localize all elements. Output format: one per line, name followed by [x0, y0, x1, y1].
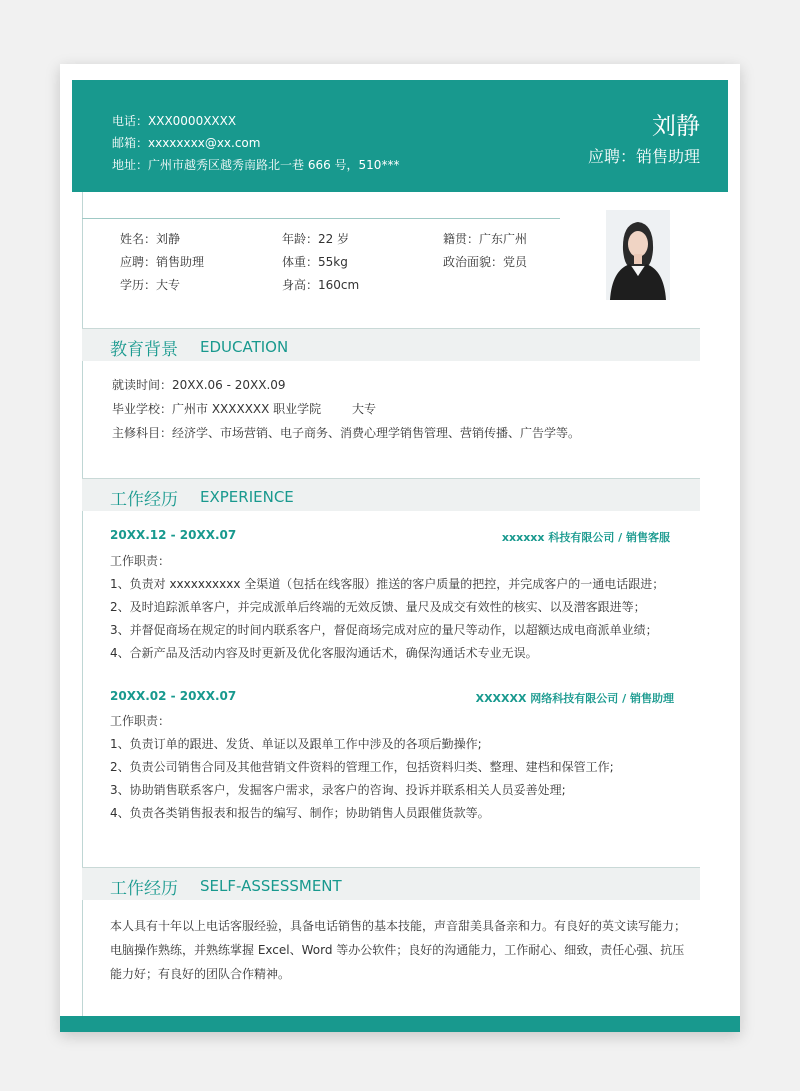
info-apply: 应聘：销售助理	[120, 255, 205, 269]
apply-position: 应聘：销售助理	[587, 147, 700, 166]
assessment-title-en: SELF-ASSESSMENT	[200, 877, 342, 895]
info-name: 姓名：刘静	[120, 232, 181, 246]
info-hometown: 籍贯：广东广州	[443, 232, 528, 246]
job2-duty: 4、负责各类销售报表和报告的编写、制作；协助销售人员跟催货款等。	[110, 806, 490, 820]
info-political: 政治面貌：党员	[443, 255, 528, 269]
job1-duty: 1、负责对 xxxxxxxxxx 全渠道（包括在线客服）推送的客户质量的把控，并完成客户的一通电话跟进；	[110, 577, 665, 591]
address-text: 地址：广州市越秀区越秀南路北一巷 666 号，510***	[112, 158, 400, 172]
job2-company: XXXXXX 网络科技有限公司 / 销售助理	[475, 692, 674, 705]
profile-photo-graphic	[606, 210, 670, 300]
footer-bar	[60, 1016, 740, 1032]
info-education: 学历：大专	[120, 278, 181, 292]
job2-duty: 2、负责公司销售合同及其他营销文件资料的管理工作，包括资料归类、整理、建档和保管工作;	[110, 760, 614, 774]
education-title-cn: 教育背景	[110, 340, 178, 360]
education-courses: 主修科目：经济学、市场营销、电子商务、消费心理学销售管理、营销传播、广告学等。	[112, 426, 581, 440]
info-height: 身高：160cm	[282, 278, 360, 292]
job1-company: xxxxxx 科技有限公司 / 销售客服	[501, 531, 670, 544]
education-time: 就读时间：20XX.06 - 20XX.09	[112, 378, 286, 392]
job1-duty-title: 工作职责：	[110, 554, 171, 568]
job2-duty: 3、协助销售联系客户，发掘客户需求，录客户的咨询、投诉并联系相关人员妥善处理;	[110, 783, 566, 797]
education-heading	[82, 328, 700, 361]
contact-block	[112, 110, 399, 176]
header-banner	[72, 80, 728, 192]
assessment-line: 本人具有十年以上电话客服经验，具备电话销售的基本技能，声音甜美具备亲和力。有良好的英文读写能力；	[110, 919, 687, 933]
job2-duty-title: 工作职责：	[110, 714, 171, 728]
assessment-line: 电脑操作熟练，并熟练掌握 Excel、Word 等办公软件；良好的沟通能力，工作耐心、细致，责任心强、抗压	[110, 943, 685, 957]
experience-title-cn: 工作经历	[110, 490, 178, 510]
job2-date: 20XX.02 - 20XX.07	[110, 689, 237, 703]
email-text: 邮箱：xxxxxxxx@xx.com	[112, 136, 261, 150]
job2-duty: 1、负责订单的跟进、发货、单证以及跟单工作中涉及的各项后勤操作;	[110, 737, 482, 751]
info-divider	[82, 218, 560, 219]
job1-duty: 3、并督促商场在规定的时间内联系客户，督促商场完成对应的量尺等动作，以超额达成电商派单业绩；	[110, 623, 658, 637]
assessment-line: 能力好；有良好的团队合作精神。	[110, 967, 291, 981]
job1-duty: 4、合新产品及活动内容及时更新及优化客服沟通话术，确保沟通话术专业无误。	[110, 646, 538, 660]
job1-duty: 2、及时追踪派单客户，并完成派单后终端的无效反馈、量尺及成交有效性的核实、以及潜客跟进等；	[110, 600, 646, 614]
info-weight: 体重：55kg	[282, 255, 348, 269]
resume-page	[60, 64, 740, 1032]
education-title-en: EDUCATION	[200, 338, 289, 356]
education-degree: 大专	[352, 402, 377, 416]
phone-text: 电话：XXX0000XXXX	[112, 114, 237, 128]
experience-title-en: EXPERIENCE	[200, 488, 294, 506]
assessment-title-cn: 工作经历	[110, 879, 178, 899]
assessment-heading	[82, 867, 700, 900]
experience-heading	[82, 478, 700, 511]
candidate-name: 刘静	[652, 112, 700, 140]
profile-photo	[606, 210, 670, 300]
job1-date: 20XX.12 - 20XX.07	[110, 528, 237, 542]
education-school: 毕业学校：广州市 XXXXXXX 职业学院	[112, 402, 322, 416]
info-age: 年龄：22 岁	[282, 232, 350, 246]
